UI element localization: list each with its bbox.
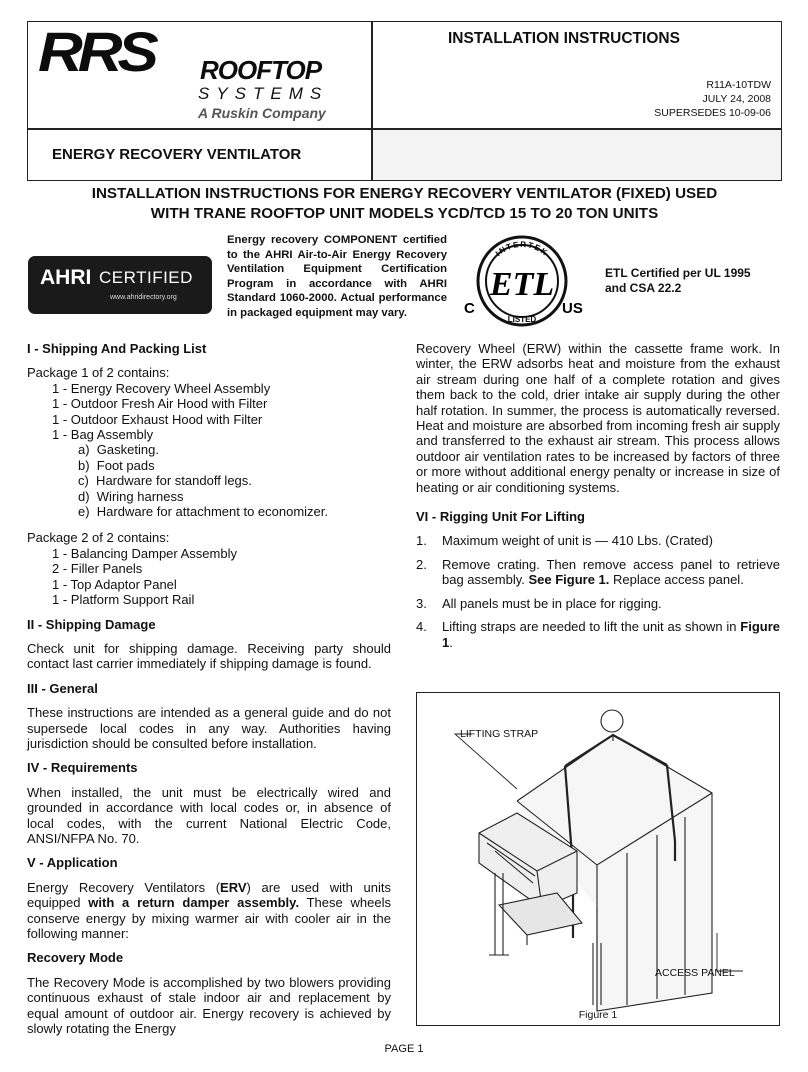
ahri-certified-badge [28,256,212,314]
package-2-item: 2 - Filler Panels [52,561,143,577]
logo-company: A Ruskin Company [198,105,326,121]
right-column [416,341,780,658]
logo-systems: SYSTEMS [198,84,329,103]
etl-line-2: and CSA 22.2 [605,281,682,295]
section-damage-title: II - Shipping Damage [27,616,156,632]
document-meta [654,78,771,120]
application-text-part: Energy Recovery Ventilators ( [27,879,221,895]
rigging-text-bold: See Figure 1. [528,572,610,588]
bag-item: e) Hardware for attachment to economizer. [78,504,329,520]
header-blank-cell [373,130,781,180]
section-damage-text: Check unit for shipping damage. Receiving party should contact last carrier immediately if shipping damage is found. [27,640,391,672]
section-recovery-text-continued: Recovery Wheel (ERW) within the cassette frame work. In winter, the ERW adsorbs heat and moisture from the exhaust air stream during one half of a complete rotation and gives them back to the cold, drier intake air supply during the other half rotation. In summer, the process is automatically reversed. Heat and moisture are absorbed from incoming fresh air supply and transferred to the exhaust air stream. This process allows outdoor air ventilation rates to be increased by factors of three or more without additional energy penalty or increase in size of heating or air conditioning systems. [416,341,780,495]
package-2-title: Package 2 of 2 contains: [27,530,170,546]
section-general-text: These instructions are intended as a general guide and do not supersede local codes in any way. Authorities having jurisdiction should be consulted before installation. [27,705,391,751]
section-recovery-title: Recovery Mode [27,950,124,966]
document-date: JULY 24, 2008 [702,93,771,105]
etl-center-text: ETL [489,266,555,303]
package-2-item: 1 - Platform Support Rail [52,592,195,608]
logo-rooftop: ROOFTOP [200,55,322,85]
application-text-bold: with a return damper assembly. [88,895,300,911]
rigging-text-part: Replace access panel. [609,572,744,588]
rigging-step-number: 2. [416,556,427,572]
etl-certification-text [605,266,751,296]
rigging-step [416,596,780,611]
package-2-item: 1 - Balancing Damper Assembly [52,545,237,561]
header-box [27,21,782,181]
rigging-text-part: Lifting straps are needed to lift the unit as shown in [442,619,741,635]
access-panel-label: ACCESS PANEL [655,967,735,979]
section-general-title: III - General [27,680,98,696]
section-requirements-title: IV - Requirements [27,760,138,776]
etl-bottom-text: LISTED [507,315,537,324]
rigging-step [416,557,780,588]
section-recovery-text: The Recovery Mode is accomplished by two blowers providing continuous exhaust of stale indoor air and replacement by equal amount of outdoor air. Energy recovery is achieved by slowly rotating the Energy [27,974,391,1037]
rigging-step [416,619,780,650]
rigging-step-number: 1. [416,533,427,549]
rigging-text-part: . [449,634,453,650]
rigging-step-number: 3. [416,595,427,611]
ahri-logo: AHRI [40,266,92,289]
rigging-step-text: All panels must be in place for rigging. [442,595,662,611]
application-text-part: ) are used with units equipped [27,879,391,911]
figure-caption: Figure 1 [578,1009,618,1021]
bag-item: b) Foot pads [78,457,155,473]
bag-item: d) Wiring harness [78,488,184,504]
etl-listed-icon [458,233,586,329]
bag-item: c) Hardware for standoff legs. [78,473,252,489]
main-title-line-1: INSTALLATION INSTRUCTIONS FOR ENERGY RECOVERY VENTILATOR (FIXED) USED [91,185,718,202]
company-logo [38,21,358,125]
etl-c-mark: C [464,300,475,317]
ahri-website: www.ahridirectory.org [110,294,177,301]
package-1-item: 1 - Outdoor Exhaust Hood with Filter [52,411,263,427]
logo-rrs: RRS [38,21,154,84]
package-1-item: 1 - Outdoor Fresh Air Hood with Filter [52,396,268,412]
rigging-step-number: 4. [416,619,427,635]
section-requirements-text: When installed, the unit must be electrically wired and grounded in accordance with local codes or, in absence of local codes, with the current National Electric Code, ANSI/NFPA No. 70. [27,784,391,846]
section-rigging-title: VI - Rigging Unit For Lifting [416,509,585,525]
document-supersedes: SUPERSEDES 10-09-06 [654,107,771,119]
left-column [27,341,391,1045]
ahri-certified-label: CERTIFIED [99,268,193,287]
rigging-step-text [442,557,780,588]
lifting-strap-label: LIFTING STRAP [460,728,539,740]
section-shipping-title: I - Shipping And Packing List [27,341,207,356]
main-title-line-2: WITH TRANE ROOFTOP UNIT MODELS YCD/TCD 15 TO 20 TON UNITS [150,205,659,222]
product-name: ENERGY RECOVERY VENTILATOR [52,146,302,163]
section-application-text [27,880,391,942]
document-title: INSTALLATION INSTRUCTIONS [448,30,680,47]
etl-top-text: INTERTEK [493,239,550,258]
rigging-step [416,533,780,548]
package-1-item: 1 - Energy Recovery Wheel Assembly [52,380,271,396]
application-text-part: These wheels conserve energy by mixing warmer air with cooler air in the following manner: [27,895,391,941]
bag-item: a) Gasketing. [78,442,159,458]
etl-line-1: ETL Certified per UL 1995 [605,266,751,280]
package-2-item: 1 - Top Adaptor Panel [52,576,177,592]
package-1-title: Package 1 of 2 contains: [27,365,170,381]
rigging-step-text [442,619,780,650]
application-text-bold: ERV [220,879,247,895]
package-1-item: 1 - Bag Assembly [52,427,154,443]
etl-us-mark: US [562,300,583,317]
figure-1 [416,692,780,1026]
rigging-step-text: Maximum weight of unit is — 410 Lbs. (Crated) [442,533,713,549]
section-application-title: V - Application [27,855,118,871]
rigging-text-bold: Figure 1 [442,619,780,650]
document-code: R11A-10TDW [706,79,771,91]
main-title [27,184,782,224]
ahri-certification-text: Energy recovery COMPONENT certified to the AHRI Air-to-Air Energy Recovery Ventilation Equipment Certification Program in accordance with AHRI Standard 1060-2000. Actual performance in packaged equipment may vary. [227,234,447,319]
page-number: PAGE 1 [384,1043,424,1055]
rigging-text-part: Remove crating. Then remove access panel to retrieve bag assembly. [442,556,780,588]
